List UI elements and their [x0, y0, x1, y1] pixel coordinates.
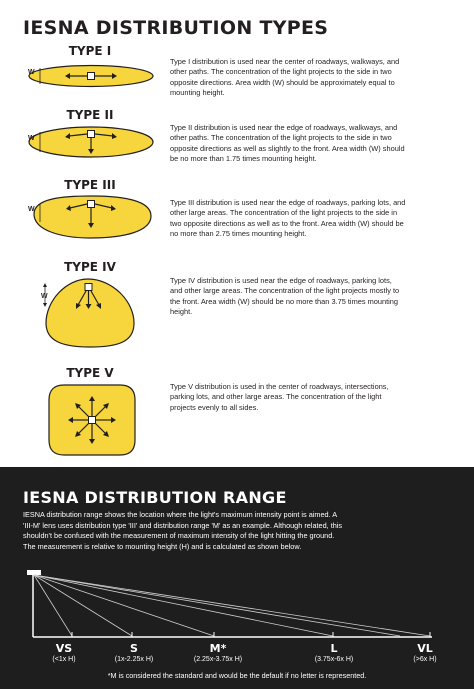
type-ii-description: Type II distribution is used near the edge of roadways, walkways, and other paths. The concentration of the light projects to the side in two opposite directions as well as slightly to the front. Area width (W) should be no more than 1.75 times mounting height. [170, 123, 405, 164]
range-cat-vs-range: (<1x H) [52, 656, 76, 663]
range-beam-s [34, 575, 132, 636]
type-ii-label: TYPE II [66, 108, 114, 122]
type-iv-width-label: W [41, 293, 48, 300]
type-v-luminaire [89, 417, 96, 424]
range-cat-s-name: S [130, 642, 138, 655]
range-luminaire [27, 570, 41, 575]
type-ii-width-label: W [28, 135, 35, 142]
type-iii-label: TYPE III [64, 178, 116, 192]
range-cat-vs-name: VS [55, 642, 73, 655]
range-footnote: *M is considered the standard and would be the default if no letter is represented. [107, 671, 367, 680]
range-cat-s-range: (1x-2.25x H) [114, 656, 154, 663]
range-cat-vs [42, 642, 86, 663]
type-iv-label: TYPE IV [64, 260, 116, 274]
range-cat-l-name: L [330, 642, 338, 655]
range-cat-s [104, 642, 164, 663]
range-diagram [0, 565, 474, 645]
range-cat-vl [402, 642, 448, 663]
type-iii-description: Type III distribution is used near the edge of roadways, parking lots, and other large areas. The concentration of the light projects to the side in two opposite directions as well as to the front. Area width (W) should be no more than 2.75 times mounting height. [170, 198, 406, 239]
range-cat-vl-name: VL [417, 642, 433, 655]
range-cat-m-name: M* [209, 642, 227, 655]
type-i-diagram [24, 59, 160, 93]
type-i-description: Type I distribution is used near the center of roadways, walkways, and other paths. The concentration of the light projects to the side in two opposite directions. Area width (W) should be approximately equal to mounting height. [170, 57, 400, 98]
type-i-width-label: W [28, 69, 35, 76]
range-cat-l [302, 642, 366, 663]
range-description: IESNA distribution range shows the location where the light's maximum intensity point is aimed. A 'III-M' lens uses distribution type 'III' and distribution range 'M' as an example. Although related, this shouldn't be confused with the measurement of maximum intensity of the light hitting the ground. The measurement is relative to mounting height (H) and is calculated as shown below. [23, 510, 343, 551]
type-iii-luminaire [88, 201, 95, 208]
range-cat-vl-range: (>6x H) [413, 656, 437, 663]
type-iii-width-label: W [28, 206, 35, 213]
type-iii-diagram [24, 192, 160, 242]
type-ii-diagram [24, 122, 160, 162]
range-cat-l-range: (3.75x-6x H) [314, 656, 354, 663]
range-beam-vl [34, 575, 430, 636]
type-v-label: TYPE V [66, 366, 114, 380]
type-iv-diagram [36, 275, 146, 351]
type-ii-luminaire [88, 131, 95, 138]
range-beam-vs [34, 575, 72, 636]
range-cat-m [183, 642, 253, 663]
range-cat-m-range: (2.25x-3.75x H) [193, 656, 243, 663]
type-iv-luminaire [85, 284, 92, 291]
type-iv-description: Type IV distribution is used near the edge of roadways, parking lots, and other large areas. The concentration of the light projects mostly to the front. Area width (W) should be no more than 3.75 times mounting height. [170, 276, 400, 317]
range-beam-l [34, 575, 333, 636]
type-v-description: Type V distribution is used in the center of roadways, intersections, parking lots, and other large areas. The concentration of the light projects evenly to all sides. [170, 382, 389, 412]
range-beam-extra [34, 575, 400, 636]
page-title: IESNA DISTRIBUTION TYPES [23, 17, 329, 39]
type-i-luminaire [88, 73, 95, 80]
type-i-label: TYPE I [68, 44, 112, 58]
type-v-diagram [44, 380, 140, 460]
range-beam-m [34, 575, 214, 636]
range-title: IESNA DISTRIBUTION RANGE [23, 488, 287, 507]
